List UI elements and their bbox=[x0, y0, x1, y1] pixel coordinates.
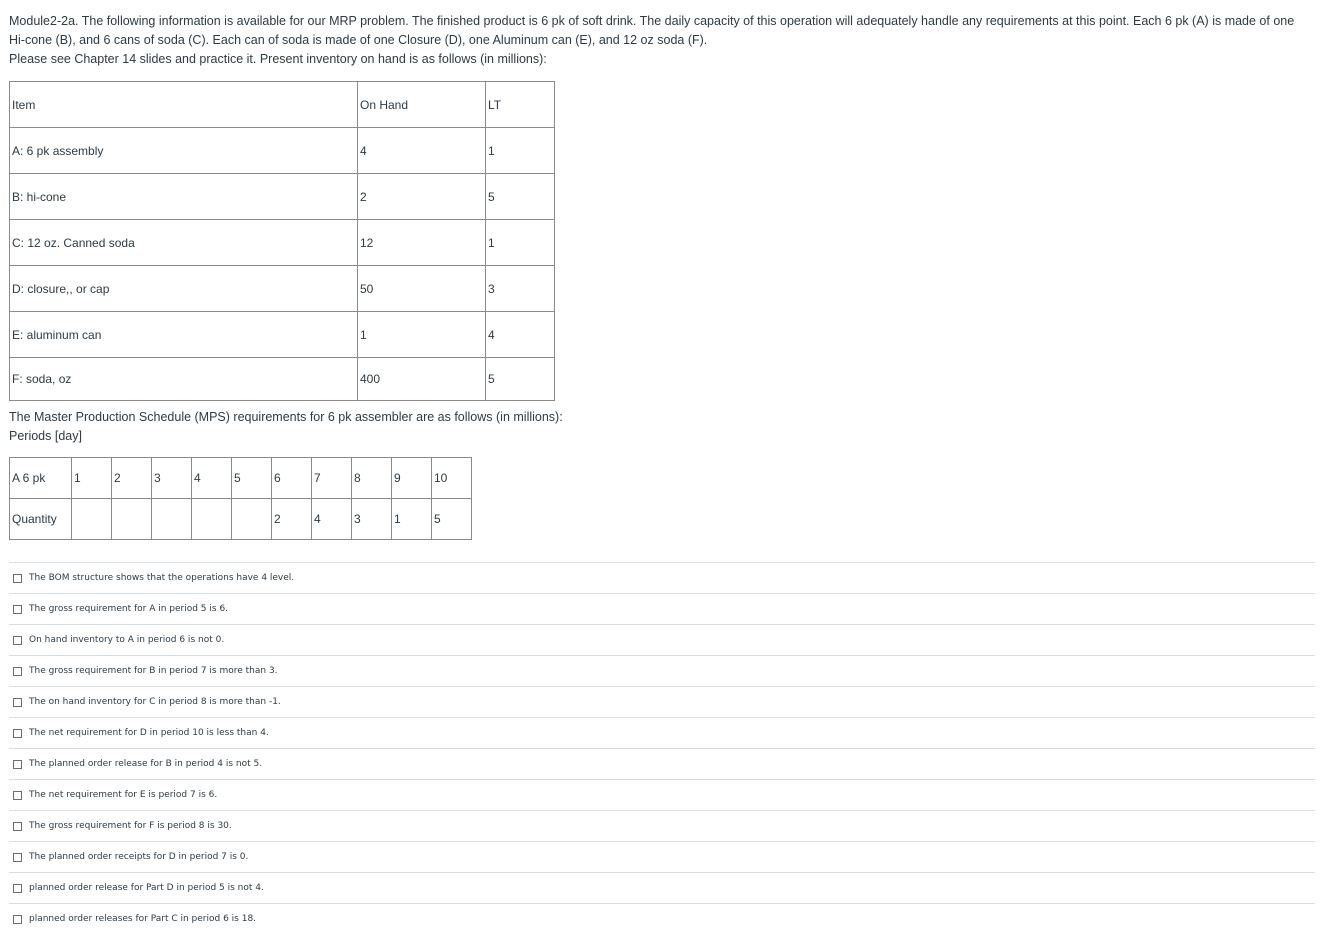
header-item: Item bbox=[10, 82, 358, 128]
lt-cell: 4 bbox=[486, 312, 555, 358]
lt-cell: 5 bbox=[486, 174, 555, 220]
on-hand-cell: 50 bbox=[358, 266, 486, 312]
item-cell: A: 6 pk assembly bbox=[10, 128, 358, 174]
table-row bbox=[10, 220, 555, 266]
period-cell: 9 bbox=[392, 458, 432, 499]
item-cell: C: 12 oz. Canned soda bbox=[10, 220, 358, 266]
checkbox[interactable] bbox=[13, 667, 22, 676]
answer-option[interactable] bbox=[9, 841, 1315, 872]
lt-cell: 1 bbox=[486, 220, 555, 266]
table-row bbox=[10, 174, 555, 220]
quantity-cell: 1 bbox=[392, 499, 432, 540]
instruction-text: Please see Chapter 14 slides and practice it. Present inventory on hand is as follows (in millions): bbox=[9, 52, 547, 66]
option-label: The gross requirement for A in period 5 is 6. bbox=[29, 604, 229, 614]
answer-option[interactable] bbox=[9, 748, 1315, 779]
period-cell: 8 bbox=[352, 458, 392, 499]
answer-option[interactable] bbox=[9, 624, 1315, 655]
answer-option[interactable] bbox=[9, 779, 1315, 810]
answer-option[interactable] bbox=[9, 593, 1315, 624]
table-header-row bbox=[10, 82, 555, 128]
quantity-cell: 4 bbox=[312, 499, 352, 540]
option-label: The gross requirement for B in period 7 is more than 3. bbox=[29, 666, 278, 676]
quantity-cell bbox=[232, 499, 272, 540]
quantity-cell: 2 bbox=[272, 499, 312, 540]
mps-row-label: Quantity bbox=[10, 499, 72, 540]
answer-option[interactable] bbox=[9, 903, 1315, 934]
mps-intro bbox=[9, 408, 563, 446]
checkbox[interactable] bbox=[13, 853, 22, 862]
period-cell: 4 bbox=[192, 458, 232, 499]
period-cell: 10 bbox=[432, 458, 472, 499]
mps-table bbox=[9, 457, 472, 540]
checkbox[interactable] bbox=[13, 884, 22, 893]
option-label: The planned order receipts for D in period 7 is 0. bbox=[29, 852, 249, 862]
mps-period-row bbox=[10, 458, 472, 499]
option-label: planned order release for Part D in period 5 is not 4. bbox=[29, 883, 264, 893]
quantity-cell bbox=[112, 499, 152, 540]
answer-option[interactable] bbox=[9, 562, 1315, 593]
on-hand-cell: 400 bbox=[358, 358, 486, 401]
option-label: The BOM structure shows that the operations have 4 level. bbox=[29, 573, 295, 583]
answer-option[interactable] bbox=[9, 872, 1315, 903]
on-hand-cell: 2 bbox=[358, 174, 486, 220]
item-cell: B: hi-cone bbox=[10, 174, 358, 220]
inventory-table bbox=[9, 81, 555, 401]
period-cell: 5 bbox=[232, 458, 272, 499]
answer-options bbox=[9, 562, 1315, 934]
periods-label: Periods [day] bbox=[9, 429, 82, 443]
table-row bbox=[10, 358, 555, 401]
answer-option[interactable] bbox=[9, 810, 1315, 841]
period-cell: 7 bbox=[312, 458, 352, 499]
question-intro bbox=[9, 12, 1309, 69]
option-label: The planned order release for B in period 4 is not 5. bbox=[29, 759, 263, 769]
header-lt: LT bbox=[486, 82, 555, 128]
quantity-cell: 5 bbox=[432, 499, 472, 540]
table-row bbox=[10, 266, 555, 312]
checkbox[interactable] bbox=[13, 729, 22, 738]
table-row bbox=[10, 312, 555, 358]
on-hand-cell: 4 bbox=[358, 128, 486, 174]
mps-quantity-row bbox=[10, 499, 472, 540]
checkbox[interactable] bbox=[13, 574, 22, 583]
checkbox[interactable] bbox=[13, 605, 22, 614]
option-label: The gross requirement for F is period 8 is 30. bbox=[29, 821, 232, 831]
checkbox[interactable] bbox=[13, 636, 22, 645]
item-cell: D: closure,, or cap bbox=[10, 266, 358, 312]
checkbox[interactable] bbox=[13, 822, 22, 831]
period-cell: 2 bbox=[112, 458, 152, 499]
option-label: planned order releases for Part C in period 6 is 18. bbox=[29, 914, 257, 924]
option-label: The net requirement for E is period 7 is 6. bbox=[29, 790, 218, 800]
quantity-cell: 3 bbox=[352, 499, 392, 540]
checkbox[interactable] bbox=[13, 915, 22, 924]
quantity-cell bbox=[152, 499, 192, 540]
period-cell: 3 bbox=[152, 458, 192, 499]
answer-option[interactable] bbox=[9, 655, 1315, 686]
checkbox[interactable] bbox=[13, 760, 22, 769]
lt-cell: 3 bbox=[486, 266, 555, 312]
lt-cell: 1 bbox=[486, 128, 555, 174]
period-cell: 1 bbox=[72, 458, 112, 499]
item-cell: E: aluminum can bbox=[10, 312, 358, 358]
option-label: The on hand inventory for C in period 8 is more than -1. bbox=[29, 697, 281, 707]
option-label: The net requirement for D in period 10 is less than 4. bbox=[29, 728, 269, 738]
answer-option[interactable] bbox=[9, 717, 1315, 748]
answer-option[interactable] bbox=[9, 686, 1315, 717]
checkbox[interactable] bbox=[13, 698, 22, 707]
lt-cell: 5 bbox=[486, 358, 555, 401]
quantity-cell bbox=[192, 499, 232, 540]
question-text: Module2-2a. The following information is available for our MRP problem. The finished product is 6 pk of soft drink. The daily capacity of this operation will adequately handle any requirements at this point. Each 6 pk (A) is made of one Hi-cone (B), and 6 cans of soda (C). Each can of soda is made of one Closure (D), one Aluminum can (E), and 12 oz soda (F). bbox=[9, 14, 1295, 47]
table-row bbox=[10, 128, 555, 174]
header-on-hand: On Hand bbox=[358, 82, 486, 128]
period-cell: 6 bbox=[272, 458, 312, 499]
on-hand-cell: 12 bbox=[358, 220, 486, 266]
on-hand-cell: 1 bbox=[358, 312, 486, 358]
quantity-cell bbox=[72, 499, 112, 540]
item-cell: F: soda, oz bbox=[10, 358, 358, 401]
checkbox[interactable] bbox=[13, 791, 22, 800]
mps-row-label: A 6 pk bbox=[10, 458, 72, 499]
mps-description: The Master Production Schedule (MPS) requirements for 6 pk assembler are as follows (in millions): bbox=[9, 410, 563, 424]
option-label: On hand inventory to A in period 6 is not 0. bbox=[29, 635, 225, 645]
